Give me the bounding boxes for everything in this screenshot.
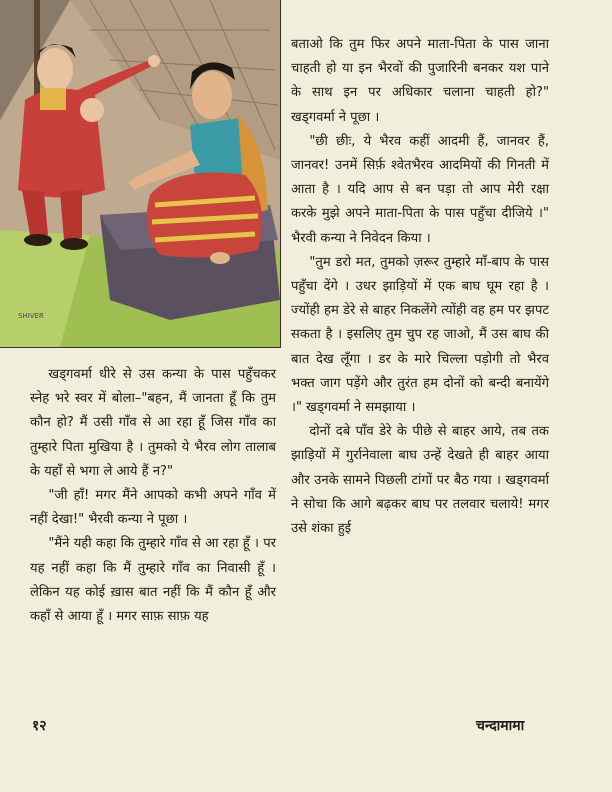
story-illustration	[0, 0, 281, 348]
left-text-column	[30, 363, 276, 629]
paragraph: "जी हाँ! मगर मैंने आपको कभी अपने गाँव में नहीं देखा!" भैरवी कन्या ने पूछा ।	[30, 488, 276, 528]
page-number: १२	[32, 718, 47, 734]
right-text-column	[291, 33, 549, 541]
paragraph: "मैंने यही कहा कि तुम्हारे गाँव से आ रहा हूँ । पर यह नहीं कहा कि मैं तुम्हारे गाँव का निवासी हूँ । लेकिन यह कोई ख़ास बात नहीं कि मैं कौन हूँ और कहाँ से आया हूँ । मगर साफ़ साफ़ यह	[30, 536, 276, 625]
paragraph: "तुम डरो मत, तुमको ज़रूर तुम्हारे माँ-बाप के पास पहुँचा देंगे । उधर झाड़ियों में एक बाघ घूम रहा है । ज्योंही हम डेरे से बाहर निकलेंगे त्योंही वह हम पर झपट सकता है । इसलिए तुम चुप रह जाओ, मैं उस बाघ की बात देख लूँगा । डर के मारे चिल्ला पड़ोगी तो भैरव भक्त जाग पड़ेंगे और तुरंत हम दोनों को बन्दी बनायेंगे ।" खड्गवर्मा ने समझाया ।	[291, 254, 549, 416]
magazine-name: चन्दामामा	[476, 718, 525, 734]
artist-signature: SHIVER	[18, 312, 44, 320]
paragraph: "छी छीः, ये भैरव कहीं आदमी हैं, जानवर हैं, जानवर! उनमें सिर्फ़ श्वेतभैरव आदमियों की गिनती में आता है । यदि आप से बन पड़ा तो आप मेरी रक्षा करके मुझे अपने माता-पिता के पास पहुँचा दीजिये ।" भैरवी कन्या ने निवेदन किया ।	[291, 133, 549, 246]
paragraph: बताओ कि तुम फिर अपने माता-पिता के पास जाना चाहती हो या इन भैरवों की पुजारिनी बनकर यश पाने के साथ इन पर अधिकार चलाना चाहती हो?" खड्गवर्मा ने पूछा ।	[291, 37, 549, 125]
paragraph: दोनों दबे पाँव डेरे के पीछे से बाहर आये, तब तक झाड़ियों में गुर्रानेवाला बाघ उन्हें देखते ही बाहर आया और उनके सामने पिछली टांगों पर बैठ गया । खड्गवर्मा ने सोचा कि आगे बढ़कर बाघ पर तलवार चलाये! मगर उसे शंका हुई	[291, 424, 549, 537]
paragraph: खड्गवर्मा धीरे से उस कन्या के पास पहुँचकर स्नेह भरे स्वर में बोला–"बहन, मैं जानता हूँ कि तुम कौन हो? मैं उसी गाँव से आ रहा हूँ जिस गाँव का तुम्हारे पिता मुखिया है । तुमको ये भैरव लोग तालाब के यहाँ से भगा ले आये हैं न?"	[30, 367, 276, 479]
